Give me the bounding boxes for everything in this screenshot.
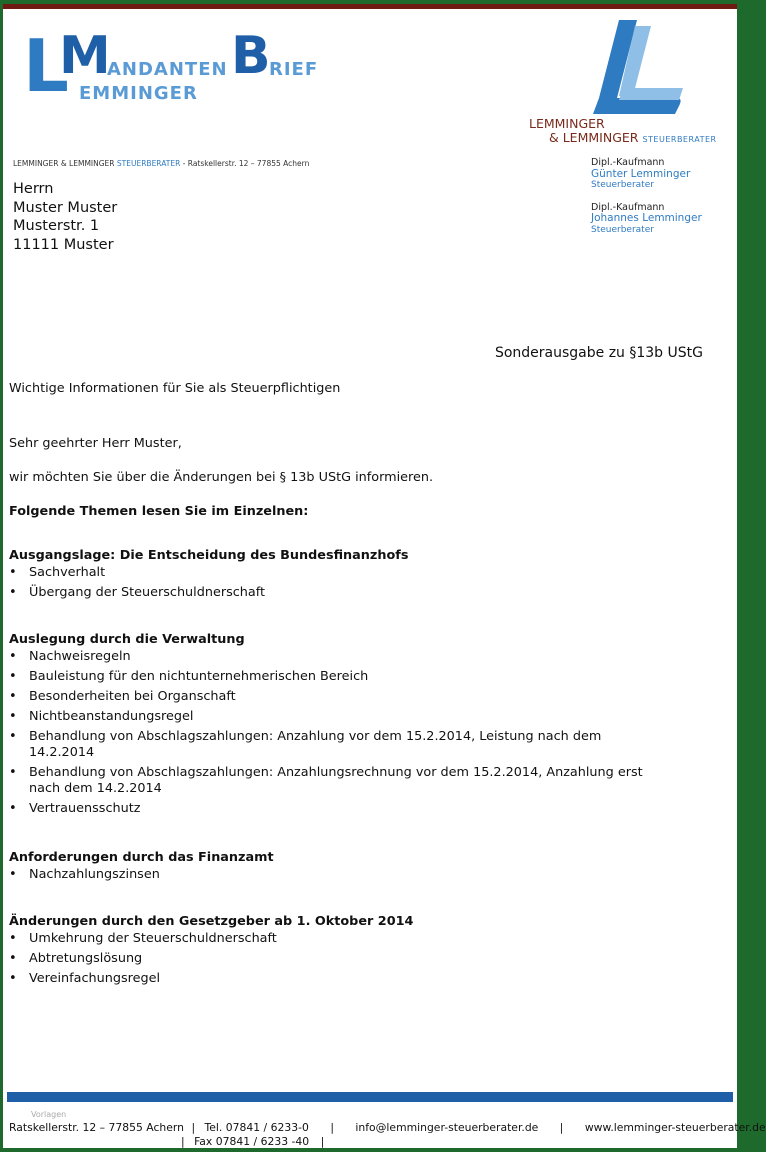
staff-entry xyxy=(591,157,702,192)
section-heading: Auslegung durch die Verwaltung xyxy=(9,632,245,647)
logo-letter-b: B xyxy=(231,26,271,86)
recipient-street: Musterstr. 1 xyxy=(13,218,100,234)
footer-bar xyxy=(7,1092,733,1102)
special-edition-title: Sonderausgabe zu §13b UStG xyxy=(494,345,703,361)
logo-text-andanten: ANDANTEN xyxy=(107,59,228,80)
logo-firm-line2 xyxy=(549,130,717,145)
greeting: Sehr geehrter Herr Muster, xyxy=(9,436,182,451)
logo-firm-line1: LEMMINGER xyxy=(529,116,605,131)
footer-separator: | xyxy=(320,1135,325,1148)
list-item: • Besonderheiten bei Organschaft xyxy=(9,689,699,705)
footer-web[interactable]: www.lemminger-steuerberater.de xyxy=(584,1121,766,1134)
watermark: Vorlagen xyxy=(31,1110,67,1119)
section-ausgangslage xyxy=(9,548,699,605)
list-item: • Umkehrung der Steuerschuldnerschaft xyxy=(9,931,699,947)
intro-text: wir möchten Sie über die Änderungen bei § 13b UStG informieren. xyxy=(9,470,434,485)
section-list xyxy=(9,565,699,601)
list-item: • Bauleistung für den nichtunternehmerischen Bereich xyxy=(9,669,699,685)
sender-firm: LEMMINGER & LEMMINGER xyxy=(13,159,115,168)
footer-email[interactable]: info@lemminger-steuerberater.de xyxy=(355,1121,539,1134)
section-heading: Anforderungen durch das Finanzamt xyxy=(9,850,274,865)
section-heading: Änderungen durch den Gesetzgeber ab 1. Oktober 2014 xyxy=(9,914,414,929)
list-item: • Nichtbeanstandungsregel xyxy=(9,709,699,725)
staff-title: Dipl.-Kaufmann xyxy=(591,157,665,168)
logo-text-emminger: EMMINGER xyxy=(79,83,198,104)
recipient-name: Muster Muster xyxy=(13,199,118,216)
staff-name: Johannes Lemminger xyxy=(591,212,702,224)
footer-separator: | xyxy=(191,1121,196,1134)
main-heading: Wichtige Informationen für Sie als Steuerpflichtigen xyxy=(9,381,341,396)
list-item: • Nachweisregeln xyxy=(9,649,699,665)
list-item: • Nachzahlungszinsen xyxy=(9,867,699,883)
logo-text-rief: RIEF xyxy=(269,59,319,80)
section-heading: Ausgangslage: Die Entscheidung des Bundesfinanzhofs xyxy=(9,548,409,563)
l-shape-icon xyxy=(579,18,709,118)
footer-address: Ratskellerstr. 12 – 77855 Achern xyxy=(9,1121,184,1134)
mandantenbrief-logo xyxy=(23,24,343,108)
staff-list xyxy=(591,157,702,246)
sender-address: - Ratskellerstr. 12 – 77855 Achern xyxy=(182,159,310,168)
logo-letter-l: L xyxy=(23,24,69,108)
topics-heading: Folgende Themen lesen Sie im Einzelnen: xyxy=(9,504,309,519)
list-item: • Vereinfachungsregel xyxy=(9,971,699,987)
staff-role: Steuerberater xyxy=(591,180,654,190)
staff-role: Steuerberater xyxy=(591,224,654,235)
recipient-salutation: Herrn xyxy=(13,181,54,197)
letter-page xyxy=(3,4,766,1148)
section-list xyxy=(9,867,699,883)
section-list xyxy=(9,931,699,987)
firm-logo xyxy=(529,18,729,148)
footer-fax-line xyxy=(181,1135,324,1148)
list-item: • Abtretungslösung xyxy=(9,951,699,967)
logo-firm-steuerberater: STEUERBERATER xyxy=(642,135,717,144)
list-item: • Behandlung von Abschlagszahlungen: Anzahlungsrechnung vor dem 15.2.2014, Anzahlung erst nach dem 14.2.2014 xyxy=(9,765,669,797)
staff-title: Dipl.-Kaufmann xyxy=(591,201,665,213)
footer-separator: | xyxy=(330,1121,334,1134)
footer-contact xyxy=(9,1121,766,1134)
footer-separator: | xyxy=(559,1121,564,1134)
footer-fax: Fax 07841 / 6233 -40 xyxy=(194,1135,310,1148)
recipient-city: 11111 Muster xyxy=(13,236,114,253)
list-item: • Sachverhalt xyxy=(9,565,699,581)
section-verwaltung xyxy=(9,632,699,821)
section-gesetzgeber xyxy=(9,914,699,991)
list-item: • Vertrauensschutz xyxy=(9,801,699,817)
staff-name: Günter Lemminger xyxy=(591,167,691,180)
logo-firm-line2-text: & LEMMINGER xyxy=(549,130,639,145)
section-finanzamt xyxy=(9,850,699,887)
section-list xyxy=(9,649,699,817)
footer-tel: Tel. 07841 / 6233-0 xyxy=(204,1121,309,1134)
list-item: • Behandlung von Abschlagszahlungen: Anzahlung vor dem 15.2.2014, Leistung nach dem 14.2.2014 xyxy=(9,729,629,761)
top-bar xyxy=(3,4,737,9)
staff-entry xyxy=(591,202,702,237)
logo-letter-m: M xyxy=(59,26,111,86)
recipient-address xyxy=(13,180,117,254)
sender-firm-accent: STEUERBERATER xyxy=(116,159,181,168)
list-item: • Übergang der Steuerschuldnerschaft xyxy=(9,585,699,601)
sender-line xyxy=(13,159,309,168)
footer-separator: | xyxy=(181,1135,185,1148)
